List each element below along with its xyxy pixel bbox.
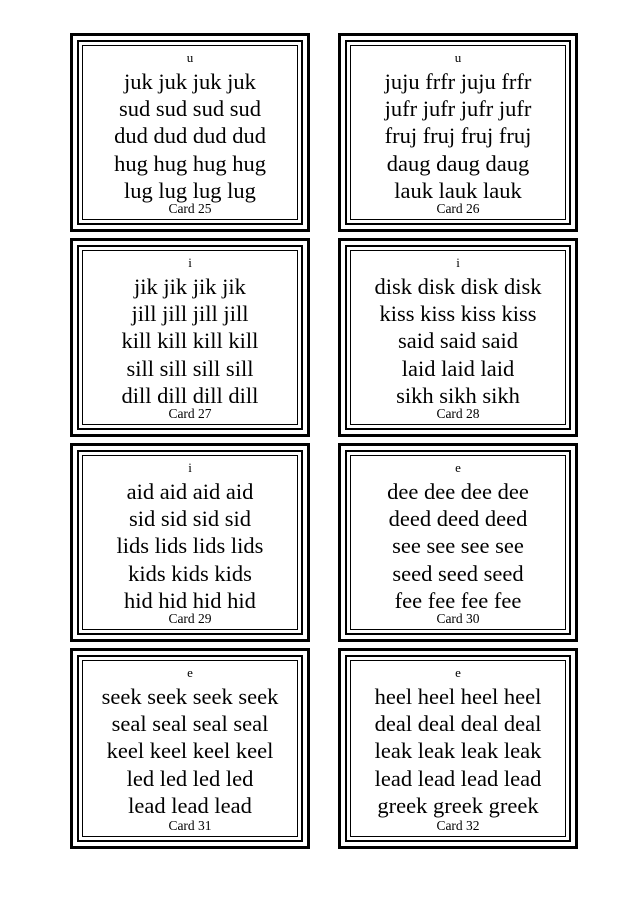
word-line: dud dud dud dud: [114, 123, 266, 149]
word-line: fruj fruj fruj fruj: [384, 123, 532, 149]
card-number: Card 28: [436, 406, 480, 421]
card-32: [338, 648, 578, 849]
word-line: hug hug hug hug: [114, 150, 266, 176]
card-number: Card 31: [168, 818, 212, 833]
word-line: lead lead lead lead: [374, 765, 542, 791]
card-letter: e: [455, 665, 461, 680]
word-line: kids kids kids: [128, 560, 252, 586]
word-line: dill dill dill dill: [121, 382, 259, 408]
card-word-lines: [351, 683, 565, 819]
card-word-lines: [83, 68, 297, 204]
card-word-lines: [351, 273, 565, 409]
card-word-lines: [83, 683, 297, 819]
word-line: sikh sikh sikh: [396, 382, 520, 408]
card-number: Card 29: [168, 611, 212, 626]
word-line: disk disk disk disk: [374, 274, 542, 299]
word-line: kill kill kill kill: [121, 328, 259, 354]
word-line: leak leak leak leak: [374, 738, 542, 764]
word-line: kiss kiss kiss kiss: [379, 301, 537, 327]
card-number: Card 32: [436, 818, 480, 833]
card-letter: u: [454, 50, 462, 65]
word-line: dee dee dee dee: [387, 479, 529, 504]
word-line: sid sid sid sid: [129, 506, 251, 532]
word-line: jill jill jill jill: [131, 301, 249, 327]
card-number: Card 25: [168, 201, 212, 216]
word-line: greek greek greek: [377, 792, 539, 818]
word-line: said said said: [398, 328, 518, 354]
word-line: sill sill sill sill: [126, 355, 254, 381]
card-letter: i: [188, 255, 192, 270]
card-26: [338, 33, 578, 232]
card-word-lines: [351, 68, 565, 204]
card-number: Card 26: [436, 201, 480, 216]
word-line: keel keel keel keel: [106, 738, 274, 764]
card-word-lines: [83, 273, 297, 409]
card-letter: e: [455, 460, 461, 475]
card-27: [70, 238, 310, 437]
word-line: lauk lauk lauk: [394, 177, 522, 203]
word-line: lead lead lead: [128, 792, 252, 818]
word-line: fee fee fee fee: [394, 587, 522, 613]
word-line: led led led led: [126, 765, 254, 791]
word-line: aid aid aid aid: [126, 479, 254, 504]
word-line: laid laid laid: [401, 355, 515, 381]
card-word-lines: [83, 478, 297, 614]
word-line: juk juk juk juk: [124, 69, 256, 94]
card-25: [70, 33, 310, 232]
word-line: deal deal deal deal: [374, 711, 542, 737]
card-letter: i: [188, 460, 192, 475]
word-line: daug daug daug: [386, 150, 530, 176]
word-line: seed seed seed: [392, 560, 524, 586]
word-line: juju frfr juju frfr: [384, 69, 532, 94]
card-letter: e: [187, 665, 193, 680]
word-line: jik jik jik jik: [134, 274, 246, 299]
word-line: seal seal seal seal: [111, 711, 269, 737]
card-number: Card 27: [168, 406, 212, 421]
card-30: [338, 443, 578, 642]
card-letter: u: [186, 50, 194, 65]
card-29: [70, 443, 310, 642]
word-line: lids lids lids lids: [116, 533, 264, 559]
card-number: Card 30: [436, 611, 480, 626]
word-line: jufr jufr jufr jufr: [384, 96, 532, 122]
card-31: [70, 648, 310, 849]
word-line: seek seek seek seek: [101, 684, 279, 709]
card-28: [338, 238, 578, 437]
card-letter: i: [456, 255, 460, 270]
word-line: deed deed deed: [388, 506, 528, 532]
word-line: lug lug lug lug: [124, 177, 256, 203]
word-line: sud sud sud sud: [119, 96, 261, 122]
word-line: heel heel heel heel: [374, 684, 542, 709]
word-line: hid hid hid hid: [124, 587, 256, 613]
card-word-lines: [351, 478, 565, 614]
word-line: see see see see: [392, 533, 524, 559]
